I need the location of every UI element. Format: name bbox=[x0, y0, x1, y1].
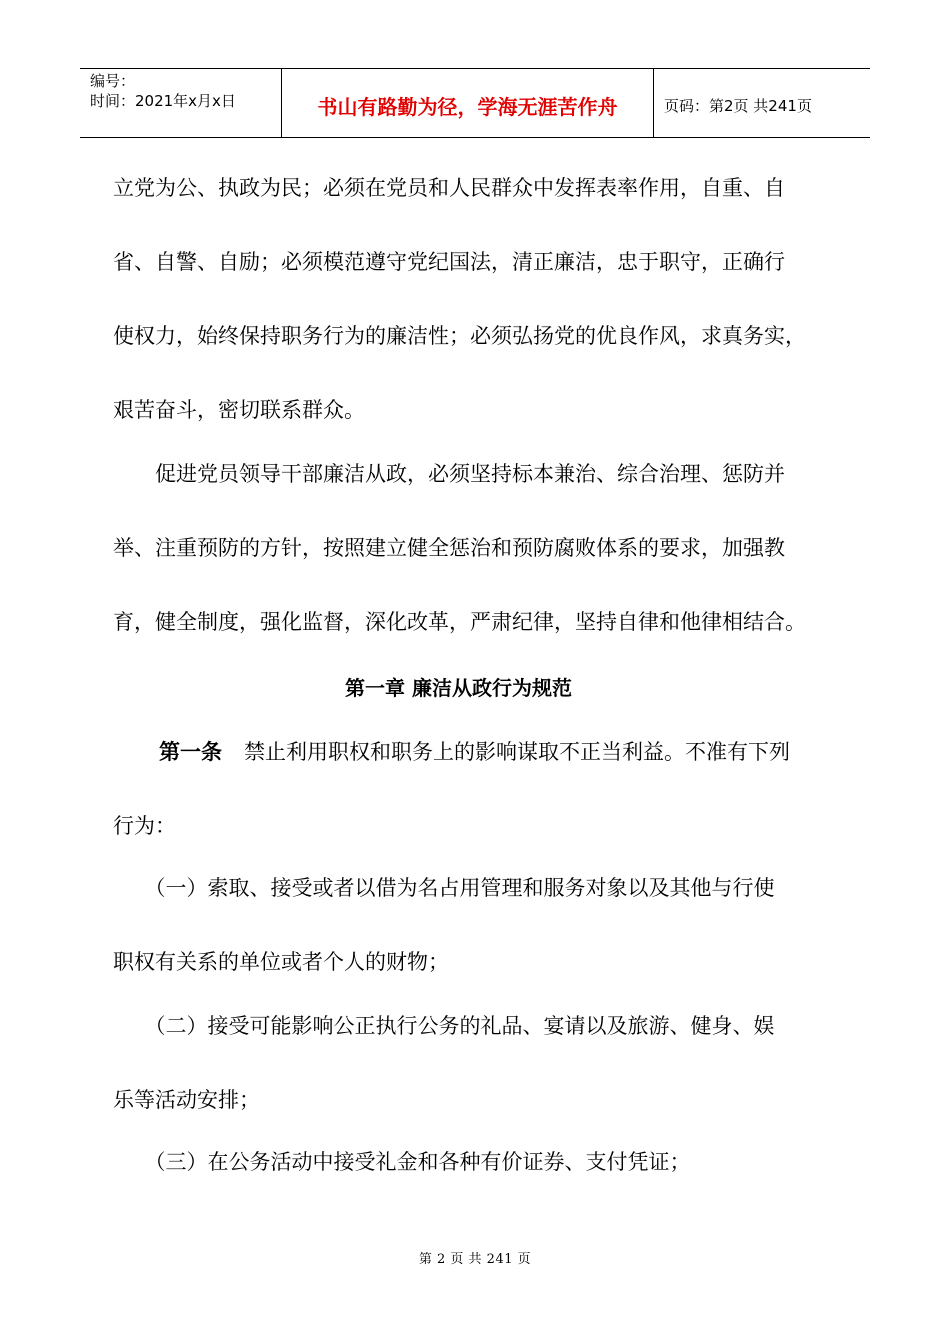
chapter-title: 第一章 廉洁从政行为规范 bbox=[345, 676, 572, 700]
body-line: 行为： bbox=[113, 814, 176, 838]
body-line: 省、自警、自励；必须模范遵守党纪国法，清正廉洁，忠于职守，正确行 bbox=[113, 250, 785, 274]
body-line: 使权力，始终保持职务行为的廉洁性；必须弘扬党的优良作风，求真务实， bbox=[113, 324, 806, 348]
header-left-cell bbox=[80, 69, 282, 137]
page-footer: 第 2 页 共 241 页 bbox=[418, 1252, 532, 1267]
body-line: （二）接受可能影响公正执行公务的礼品、宴请以及旅游、健身、娱 bbox=[113, 1014, 775, 1038]
body-line: 乐等活动安排； bbox=[113, 1088, 260, 1112]
page-code: 页码：第2页 共241页 bbox=[664, 96, 812, 115]
article-line bbox=[159, 736, 790, 766]
article-label: 第一条 bbox=[159, 739, 222, 764]
header-table bbox=[80, 68, 870, 138]
body-line: 促进党员领导干部廉洁从政，必须坚持标本兼治、综合治理、惩防并 bbox=[113, 462, 785, 486]
body-line: （一）索取、接受或者以借为名占用管理和服务对象以及其他与行使 bbox=[113, 876, 775, 900]
article-text: 禁止利用职权和职务上的影响谋取不正当利益。不准有下列 bbox=[244, 740, 790, 764]
serial-label: 编号： bbox=[90, 72, 136, 90]
body-line: 艰苦奋斗，密切联系群众。 bbox=[113, 398, 365, 422]
date-line: 时间：2021年x月x日 bbox=[90, 92, 236, 110]
body-line: 举、注重预防的方针，按照建立健全惩治和预防腐败体系的要求，加强教 bbox=[113, 536, 785, 560]
body-line: （三）在公务活动中接受礼金和各种有价证券、支付凭证； bbox=[113, 1150, 691, 1174]
body-line: 立党为公、执政为民；必须在党员和人民群众中发挥表率作用，自重、自 bbox=[113, 176, 785, 200]
motto: 书山有路勤为径，学海无涯苦作舟 bbox=[282, 69, 654, 137]
body-line: 职权有关系的单位或者个人的财物； bbox=[113, 950, 449, 974]
body-line: 育，健全制度，强化监督，深化改革，严肃纪律，坚持自律和他律相结合。 bbox=[113, 610, 806, 634]
